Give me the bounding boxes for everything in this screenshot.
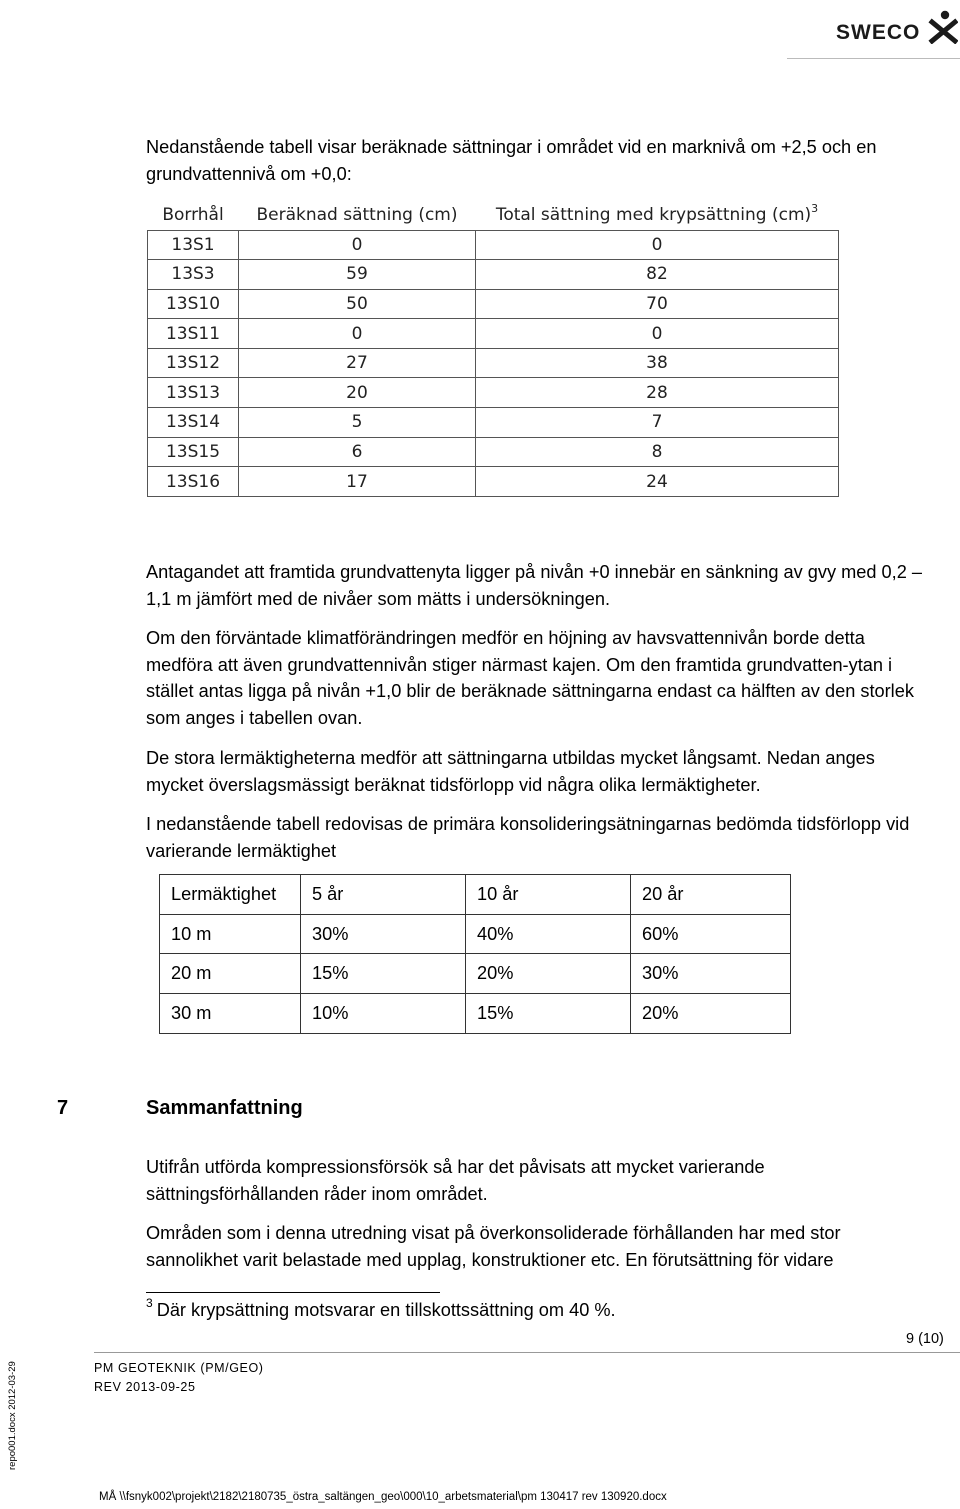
footnote-number: 3: [146, 1296, 153, 1310]
table-cell: 6: [239, 437, 476, 467]
table-row: [148, 260, 839, 290]
table-cell: 40%: [466, 914, 631, 954]
table-row: [148, 408, 839, 438]
table-cell: 60%: [631, 914, 791, 954]
table-cell: 0: [476, 230, 839, 260]
intro-paragraph: Nedanstående tabell visar beräknade sättningar i området vid en marknivå om +2,5 och en grundvattennivå om +0,0:: [146, 137, 877, 184]
table-cell: 13S13: [148, 378, 239, 408]
table-cell: 13S16: [148, 467, 239, 497]
table-cell: 20 m: [160, 954, 301, 994]
table-cell: 17: [239, 467, 476, 497]
table-cell: 20%: [466, 954, 631, 994]
revision-date: REV 2013-09-25: [94, 1380, 196, 1394]
table-cell: 13S12: [148, 348, 239, 378]
table-row: [160, 994, 791, 1034]
table-cell: 10 m: [160, 914, 301, 954]
header-cell: 20 år: [631, 875, 791, 915]
table-row: [148, 348, 839, 378]
table-cell: 38: [476, 348, 839, 378]
table-cell: 59: [239, 260, 476, 290]
table-cell: 82: [476, 260, 839, 290]
table-row: [160, 954, 791, 994]
table-cell: 30%: [631, 954, 791, 994]
table-cell: 50: [239, 289, 476, 319]
table-cell: 13S15: [148, 437, 239, 467]
header-cell: 10 år: [466, 875, 631, 915]
table-row: [148, 289, 839, 319]
table-cell: 0: [476, 319, 839, 349]
header-divider: [787, 58, 960, 59]
table-cell: 15%: [301, 954, 466, 994]
footnote-text: Där krypsättning motsvarar en tillskottssättning om 40 %.: [156, 1300, 616, 1320]
table-cell: 28: [476, 378, 839, 408]
table-cell: 7: [476, 408, 839, 438]
table-row: [148, 467, 839, 497]
header-cell: Borrhål: [148, 200, 239, 230]
sweco-figure-icon: [928, 10, 958, 44]
table-header-row: [160, 875, 791, 915]
table-row: [148, 437, 839, 467]
table-row: [148, 319, 839, 349]
header-cell-text: Total sättning med krypsättning (cm): [495, 204, 812, 225]
table-row: [148, 378, 839, 408]
table-cell: 13S14: [148, 408, 239, 438]
section-title: Sammanfattning: [146, 1097, 303, 1119]
paragraph-clay-thickness: De stora lermäktigheterna medför att sättningarna utbildas mycket långsamt. Nedan anges mycket överslagsmässigt beräknat tidsförlopp vid några olika lermäktigheter.: [146, 748, 875, 795]
settlement-table: [147, 200, 839, 497]
table-row: [148, 230, 839, 260]
header-cell: Beräknad sättning (cm): [239, 200, 476, 230]
doc-type: PM GEOTEKNIK (PM/GEO): [94, 1361, 264, 1375]
consolidation-table: [159, 874, 791, 1034]
table-row: [160, 914, 791, 954]
sweco-logo: [836, 10, 958, 44]
summary-paragraph-2: Områden som i denna utredning visat på överkonsoliderade förhållanden har med stor sannolikhet varit belastade med upplag, konstruktioner etc. En förutsättning för vidare: [146, 1223, 841, 1270]
table-cell: 13S10: [148, 289, 239, 319]
table-cell: 13S3: [148, 260, 239, 290]
section-number: 7: [57, 1097, 69, 1119]
footnote: [146, 1296, 616, 1321]
paragraph-table2-intro: I nedanstående tabell redovisas de primära konsolideringsätningarnas bedömda tidsförlopp vid varierande lermäktighet: [146, 814, 910, 861]
footnote-separator: [146, 1292, 440, 1293]
table-cell: 27: [239, 348, 476, 378]
footer-divider: [94, 1352, 960, 1353]
template-id: repo001.docx 2012-03-29: [7, 1361, 18, 1470]
header-cell: 5 år: [301, 875, 466, 915]
table-cell: 10%: [301, 994, 466, 1034]
table-cell: 13S1: [148, 230, 239, 260]
table-header-row: [148, 200, 839, 230]
summary-paragraph-1: Utifrån utförda kompressionsförsök så har det påvisats att mycket varierande sättningsförhållanden råder inom området.: [146, 1157, 765, 1204]
table-cell: 5: [239, 408, 476, 438]
paragraph-groundwater: Antagandet att framtida grundvattenyta ligger på nivån +0 innebär en sänkning av gvy med 0,2 – 1,1 m jämfört med de nivåer som mätts i undersökningen.: [146, 562, 923, 609]
table-cell: 30 m: [160, 994, 301, 1034]
paragraph-climate: Om den förväntade klimatförändringen medför en höjning av havsvattennivån borde detta medföra att även grundvattennivån stiger närmast kajen. Om den framtida grundvatten-ytan i stället antas ligga på nivån +1,0 blir de beräknade sättningarna endast ca hälften av den storlek som anges i tabellen ovan.: [146, 628, 914, 728]
logo-text: SWECO: [836, 21, 921, 44]
table-cell: 0: [239, 230, 476, 260]
table-cell: 20%: [631, 994, 791, 1034]
table-cell: 13S11: [148, 319, 239, 349]
table-cell: 30%: [301, 914, 466, 954]
footnote-ref: 3: [811, 201, 819, 215]
table-cell: 20: [239, 378, 476, 408]
table-cell: 0: [239, 319, 476, 349]
table-cell: 8: [476, 437, 839, 467]
header-cell: [476, 200, 839, 230]
table-cell: 70: [476, 289, 839, 319]
table-cell: 24: [476, 467, 839, 497]
page-number: 9 (10): [906, 1331, 944, 1347]
header-cell: Lermäktighet: [160, 875, 301, 915]
table-cell: 15%: [466, 994, 631, 1034]
file-path: MÅ \\fsnyk002\projekt\2182\2180735_östra_saltängen_geo\000\10_arbetsmaterial\pm 130417 rev 130920.docx: [99, 1491, 667, 1503]
